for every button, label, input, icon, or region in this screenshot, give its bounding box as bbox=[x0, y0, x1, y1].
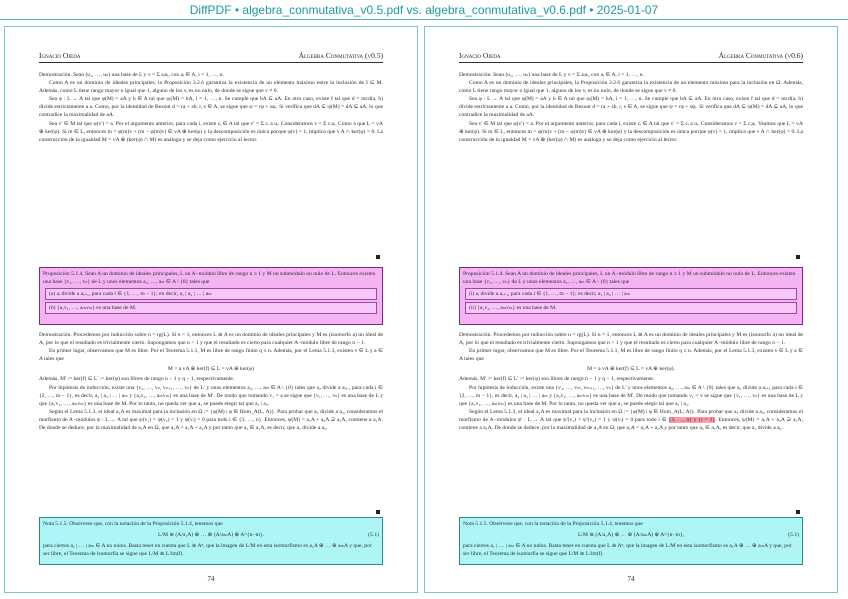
paragraph: Además, M' := ker(f) ⊆ L' := ker(φ) son libres de rango n − 1 y q − 1, respectivamente. bbox=[39, 376, 235, 383]
note-equation-body: L/M ≅ (A/a₁A) ⊕ … ⊕ (A/aₘA) ⊕ A^{n−m}. bbox=[157, 532, 265, 539]
proposition-text: Proposición 5.1.4. Sean A un dominio de ideales principales, L un A−módulo libre de rango n ≥ 1 y M un submódulo no nulo de L. Entonces existen una base {v₁, …, vₙ} de L y unos elementos a₁, …, aₘ ∈ A \ {0} tales que bbox=[463, 271, 796, 286]
note-text: Nota 5.1.5. Obsérvese que, con la notación de la Proposición 5.1.4, tenemos que bbox=[463, 521, 643, 527]
proposition-item-2: (b) {a₁v₁, …, aₘvₘ} es una base de M. bbox=[45, 302, 377, 314]
text-run: Según el Lema 5.1.3, el ideal a₁A es maximal para la inclusión en Ω := {φ(M) | φ ∈ Hom_A(L, A)}. Para probar que a₁ divide a a₂, consideramos el morfismo de A−módulos ψ' : L → A tal que ψ'(v₁) = ψ'(v₂) = 1 y ψ(vᵢ) = 0 para todo i ∈ bbox=[459, 408, 803, 423]
header-rule bbox=[459, 62, 803, 63]
qed-mark bbox=[796, 510, 800, 514]
paragraph: En primer lugar, observamos que M es libre. Por el Teorema 5.1.1, M es libre de rango finito q ≤ n. Además, por el Lema 5.1.3, existen v ∈ L y a ∈ A tales que bbox=[459, 348, 803, 363]
note-continuation: para ciertos a₁ | … | aₘ ∈ A no nulos. Basta tener en cuenta que L ≅ Aⁿ, que la imagen de L/M en esta isomorfismo es a₁A ⊕ … ⊕ aₘA y que, por ser libre, el Teorema de isomorfía se sigue que L/M ≅ L/im(f). bbox=[43, 543, 372, 558]
paragraph: Por hipótesis de inducción, existe una {v₂, …, vₙ, vₙ₊₁, …, vₙ} de L' y unos elementos a₂, …, aₘ ∈ A \ {0} tales que a₂ divide a aᵢ₊₁ para cada i ∈ {2, …, m − 1}, es decir, a₂ | a₃ | … | aₘ y {a₂v₂, …, aₘvₘ} es una base de M'. De modo que tomando v₁ = a se sigue que {v₁, …, vₙ} es una base de L y que {a₁v₁, …, aₘvₘ} es una base de M. Por lo tanto, no queda ver que a₁ se puede elegir tal que a₁ | a₂. bbox=[39, 384, 383, 407]
paragraph: Sea v' ∈ M tal que φ(v') = a. Por el argumento anterior, para cada i, existe cᵢ ∈ A tal que v' = Σ cᵢ a uᵢ. Consideramos v = Σ cᵢuᵢ. Veamos que L = vA ⊕ ker(φ). Si m ∈ L, entonces m = φ(m)v + (m − φ(m)v) ∈ vA ⊕ ker(φ) y la descomposición es única porque φ(v) = 1, implica que v A ∩ ker(φ) = 0. La construcción de la igualdad M = vA ⊕ (ker(φ) ∩ M) es análoga y se deja como ejercicio al lector. bbox=[459, 120, 803, 143]
paragraph bbox=[459, 408, 803, 432]
paragraph: Por hipótesis de inducción, existe una {v₂, …, vₘ, vₘ₊₁, …, vₙ} de L' y unos elementos a₂, …, aₘ ∈ A \ {0} tales que a₂ divide a aᵢ₊₁ para cada i ∈ {2, …, m − 1}, es decir, a₂ | a₃ | … | aₘ y {a₂v₂, …, aₘvₘ} es una base de M'. De modo que tomando v₁ = v se sigue que {v₁, …, vₙ} es una base de L y que {a₁v₁, …, aₘvₘ} es una base de M. Por lo tanto, no queda ver que a₁ se puede elegir tal que a₁ | a₂. bbox=[459, 384, 803, 407]
note-continuation: para ciertos a₁ | … | aₘ ∈ A no nulos. Basta tener en cuenta que L ≅ Aⁿ, que la imagen de L/M en esta isomorfismo es a₁A ⊕ … ⊕ aₘA y que, por ser libre, el Teorema de isomorfía se sigue que L/M ≅ L/im(f). bbox=[463, 543, 792, 558]
diff-highlight[interactable]: {3, …, n} y {i = 1} bbox=[668, 416, 716, 423]
text-block-middle bbox=[39, 331, 383, 432]
note-equation-body: L/M ≅ (A/a₁A) ⊕ … ⊕ (A/aₘA) ⊕ A^{n−m}, bbox=[577, 532, 685, 539]
paragraph: Demostración. Procedemos por inducción sobre n = rg(L). Si n = 1, entonces L ≅ A es un dominio de ideales principales y M es (isomorfo a) un ideal de A, por lo que el resultado es trivialmente cierto. Supongamos que n > 1 y que el resultado es cierto para cualquier A−módulo libre de rango n − 1. bbox=[459, 332, 803, 347]
header-rule bbox=[39, 62, 383, 63]
text-block-middle bbox=[459, 331, 803, 432]
page-number: 74 bbox=[207, 575, 215, 583]
proposition-item-2: (ii) {a₁v₁, …, aₘvₘ} es una base de M. bbox=[465, 302, 797, 314]
proposition-item-1: (a) aᵢ divide a aᵢ₊₁, para cada i ∈ {1, …, m − 1}; en decir, a₁ | a₂ | … | aₘ bbox=[45, 288, 377, 300]
proposition-item-1: (i) aᵢ divide a aᵢ₊₁, para cada i ∈ {1, …, m − 1}; es decir, a₁ | a₂ | … | aₘ bbox=[465, 288, 797, 300]
header-author: Ignacio Ojeda bbox=[39, 51, 81, 60]
running-header bbox=[459, 51, 803, 61]
text-block-top bbox=[459, 71, 803, 144]
title-separator bbox=[0, 19, 848, 20]
right-page-view[interactable] bbox=[424, 26, 838, 593]
note-equation bbox=[463, 531, 799, 539]
header-book-title: Álgebra Conmutativa (v0.6) bbox=[718, 51, 803, 60]
header-author: Ignacio Ojeda bbox=[459, 51, 501, 60]
qed-mark bbox=[796, 255, 800, 259]
paragraph: Como A es un dominio de ideales principales, la Proposición 3.2.6 garantiza la existencia de un elemento máximo entre la inclusión de I ⊆ M. Además, como L tiene rango mayor o igual que 1, alguno de los vᵢ es no nulo, de donde se sigue que v ≠ 0. bbox=[39, 80, 383, 95]
paragraph: Demostración. Procedemos por inducción sobre n = rg(L). Si n = 1, entonces L ≅ A es un dominio de ideales principales y M es (isomorfo a) un ideal de A, por lo que el resultado es trivialmente cierto. Supongamos que n > 1 y que el resultado es cierto para cualquier A−módulo libre de rango n − 1. bbox=[39, 332, 383, 347]
paragraph: Sea φ : L → A tal que φ(M) = aA y b ∈ A tal que φᵢ(M) = bA, i = 1, …, n. Se cumple que bA ⊆ aA. En otro caso, existe f tal que d = mcd(a, b) divide estrictamente a a. Como, por la identidad de Bezout d = ra + sb, r, s ∈ A, se sigue que ψ = rφ + sφᵢ. Si verifica que dA ⊆ ψ(M) = dA ⊊ aA, lo que contradice la maximalidad de aA. bbox=[39, 96, 383, 119]
text-block-top bbox=[39, 71, 383, 144]
note-box bbox=[459, 517, 803, 565]
paragraph: Demostración. Sean (u₁, …, uₙ) una base de L y v = Σ aᵢuᵢ, con aᵢ ∈ A, i = 1, …, n. bbox=[459, 72, 644, 78]
display-equation: M = a vA ⊕ ker(f) ⊆ L = vA ⊕ ker(φ) bbox=[167, 366, 255, 373]
header-book-title: Álgebra Conmutativa (v0.5) bbox=[298, 51, 383, 60]
page-number: 74 bbox=[627, 575, 635, 583]
note-equation bbox=[43, 531, 379, 539]
text-run: . Entonces, ψ(M) = a₁A + a₂A ⊇ a₁A, contiene a a₁A. De donde se deduce, por la maximalidad de a₁A en Ω, que a₁A = a₁A + a₂A y por tanto que a₂ ∈ a₁A, es decir, que a₁ divide a a₂. bbox=[459, 416, 803, 432]
proposition-text: Proposición 5.1.4. Sean A un dominio de ideales principales, L un A−módulo libre de rango n ≥ 1 y M un submódulo no nulo de L. Entonces existen una base {v₁, …, vₙ} de L y unos elementos a₁, …, aₘ ∈ A \ {0} tales que bbox=[43, 271, 376, 286]
window-title: DiffPDF • algebra_conmutativa_v0.5.pdf vs. algebra_conmutativa_v0.6.pdf • 2025-01-07 bbox=[189, 3, 659, 17]
paragraph: Demostración. Sean (u₁, …, uₙ) una base de L y v = Σ aᵢuᵢ, con aᵢ ∈ A, i = 1, …, n. bbox=[39, 72, 224, 78]
note-box bbox=[39, 517, 383, 565]
paragraph: Sea v' ∈ M tal que φ(v') = a. Por el argumento anterior, para cada i, existe cᵢ ∈ A tal que v' = Σ cᵢ a uᵢ. Consideramos v = Σ cᵢuᵢ. Como a que L = vA ⊕ ker(φ). Si m ∈ L, entonces m = φ(m)v + (m − φ(m)v) ∈ vA ⊕ ker(φ) y la descomposición es única porque φ(v) = 1, implica que v A ∩ ker(φ) = 0. La construcción de la igualdad M = vA ⊕ (ker(φ) ∩ M) es análoga y se deja como ejercicio al lector. bbox=[39, 120, 383, 143]
proposition-box bbox=[39, 267, 383, 325]
paragraph: Sea φ : L → A tal que φ(M) = aA y b ∈ A tal que φᵢ(M) = bA, i = 1, …, n. Se cumple que bA ⊆ aA. En otro caso, existe f tal que d = mcd(a, b) divide estrictamente a a. Como, por la identidad de Bezout d = ra + sb, r, s ∈ A, se sigue que ψ = rφ + sφᵢ. Si verifica que dA ⊆ ψ(M) = dA ⊊ aA, lo que contradice la maximalidad de aA. bbox=[459, 96, 803, 119]
display-equation: M = a vA ⊕ ker(f) ⊆ L = vA ⊕ ker(φ). bbox=[587, 366, 675, 373]
equation-number: (5.1) bbox=[368, 532, 379, 539]
paragraph: En primer lugar, observamos que M es libre. Por el Teorema 5.1.1, M es libre de rango finito q ≤ n. Además, por el Lema 5.1.3, existen v ∈ L y a ∈ A tales que bbox=[39, 348, 383, 363]
left-page-view[interactable] bbox=[4, 26, 418, 593]
proposition-box bbox=[459, 267, 803, 325]
equation-number: (5.1) bbox=[788, 532, 799, 539]
qed-mark bbox=[376, 255, 380, 259]
paragraph: Según el Lema 5.1.3, el ideal a₁A es maximal para la inclusión en Ω := {φ(M) | φ ∈ Hom_A(L, A)}. Para probar que a₁ divide a a₂, consideramos el morfismo de A−módulos ψ : L → A tal que ψ(v₁) = ψ(v₂) = 1 y ψ(vᵢ) = 0 para todo i ∈ {3, …, n}. Entonces, ψ(M) = a₁A + a₂A ⊇ a₁A, contiene a a₁A. De donde se deduce, por la maximalidad de a₁A en Ω, que a₁A = a₁A + a₂A y por tanto que a₂ ∈ a₁A, es decir, que a₁ divide a a₂. bbox=[39, 408, 383, 432]
paragraph: Además, M' := ker(f) ⊆ L' := ker(φ) son libres de rango n − 1 y q − 1, respectivamente. bbox=[459, 376, 655, 383]
note-text: Nota 5.1.5. Obsérvese que, con la notación de la Proposición 5.1.4, tenemos que bbox=[43, 521, 223, 527]
running-header bbox=[39, 51, 383, 61]
paragraph: Como A es un dominio de ideales principales, la Proposición 3.2.6 garantiza la existencia de un elemento máximo para la inclusión en Ω. Además, como L tiene rango mayor o igual que 1, alguno de los vᵢ es no nulo, de donde se sigue que v ≠ 0. bbox=[459, 80, 803, 95]
qed-mark bbox=[376, 510, 380, 514]
